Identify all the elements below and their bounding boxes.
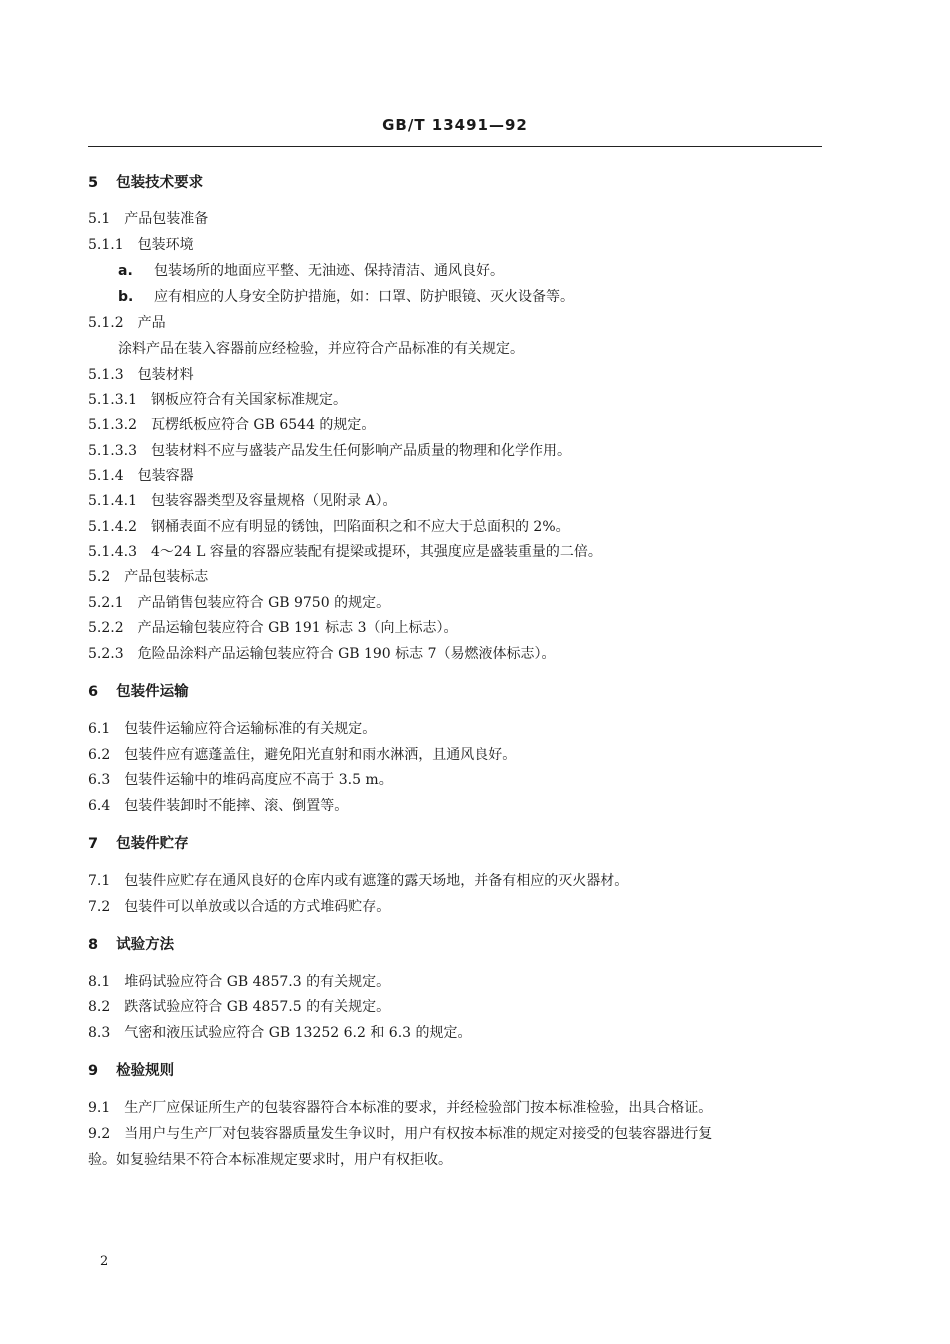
section-heading-8 — [88, 936, 174, 954]
clause-text: 生产厂应保证所生产的包装容器符合本标准的要求，并经检验部门按本标准检验，出具合格证。 — [124, 1100, 713, 1116]
clause-9-2-continuation: 验。如复验结果不符合本标准规定要求时，用户有权拒收。 — [88, 1152, 452, 1168]
clause-text: 产品包装标志 — [124, 569, 209, 585]
clause-5-1-3-1 — [88, 391, 347, 409]
list-marker: a. — [118, 263, 133, 279]
clause-text: 包装容器 — [137, 468, 194, 484]
clause-text: 包装容器类型及容量规格（见附录 A）。 — [150, 493, 397, 509]
section-heading-7 — [88, 835, 189, 853]
clause-text: 跌落试验应符合 GB 4857.5 的有关规定。 — [124, 999, 391, 1015]
clause-5-2-1 — [88, 594, 390, 612]
clause-number: 5.1.3.1 — [88, 392, 137, 408]
clause-5-1-4-1 — [88, 492, 397, 510]
list-item-b — [118, 288, 574, 306]
clause-number: 5.1.3.3 — [88, 443, 137, 459]
clause-text: 瓦楞纸板应符合 GB 6544 的规定。 — [150, 417, 376, 433]
clause-text: 包装材料不应与盛装产品发生任何影响产品质量的物理和化学作用。 — [150, 443, 571, 459]
clause-number: 6.3 — [88, 772, 111, 788]
clause-number: 6.1 — [88, 721, 111, 737]
header-rule — [88, 146, 822, 147]
clause-5-1-4 — [88, 467, 194, 485]
section-number: 6 — [88, 684, 99, 700]
section-number: 9 — [88, 1063, 99, 1079]
section-number: 8 — [88, 937, 99, 953]
clause-text: 包装环境 — [137, 237, 194, 253]
list-item-text: 包装场所的地面应平整、无油迹、保持清洁、通风良好。 — [154, 263, 504, 279]
clause-number: 8.3 — [88, 1025, 111, 1041]
clause-text: 包装件应贮存在通风良好的仓库内或有遮篷的露天场地，并备有相应的灭火器材。 — [124, 873, 629, 889]
clause-5-1-2-body: 涂料产品在装入容器前应经检验，并应符合产品标准的有关规定。 — [118, 341, 524, 357]
clause-5-1-4-3 — [88, 543, 602, 561]
section-number: 5 — [88, 175, 99, 191]
clause-number: 5.2 — [88, 569, 111, 585]
section-heading-9 — [88, 1062, 174, 1080]
clause-number: 9.1 — [88, 1100, 111, 1116]
clause-5-2 — [88, 568, 208, 586]
list-item-text: 应有相应的人身安全防护措施，如：口罩、防护眼镜、灭火设备等。 — [154, 289, 574, 305]
section-title: 包装技术要求 — [116, 175, 204, 191]
clause-number: 7.1 — [88, 873, 111, 889]
clause-number: 5.1.3.2 — [88, 417, 137, 433]
section-title: 包装件贮存 — [116, 836, 189, 852]
clause-6-4 — [88, 797, 348, 815]
clause-number: 8.2 — [88, 999, 111, 1015]
clause-5-1-4-2 — [88, 518, 570, 536]
clause-text: 包装件应有遮蓬盖住，避免阳光直射和雨水淋洒，且通风良好。 — [124, 747, 517, 763]
clause-number: 9.2 — [88, 1126, 111, 1142]
clause-5-1-1 — [88, 236, 194, 254]
clause-5-1-2 — [88, 314, 166, 332]
section-title: 检验规则 — [116, 1063, 175, 1079]
clause-text: 包装件可以单放或以合适的方式堆码贮存。 — [124, 899, 391, 915]
clause-text: 产品包装准备 — [124, 211, 209, 227]
clause-7-2 — [88, 898, 390, 916]
clause-text: 危险品涂料产品运输包装应符合 GB 190 标志 7（易燃液体标志）。 — [137, 646, 556, 662]
page-number: 2 — [100, 1254, 109, 1269]
section-number: 7 — [88, 836, 99, 852]
clause-text: 产品 — [137, 315, 166, 331]
clause-5-1-3-3 — [88, 442, 571, 460]
clause-number: 6.2 — [88, 747, 111, 763]
section-title: 包装件运输 — [116, 684, 189, 700]
clause-text: 钢板应符合有关国家标准规定。 — [150, 392, 347, 408]
clause-5-2-3 — [88, 645, 556, 663]
clause-number: 5.1.1 — [88, 237, 124, 253]
clause-5-1 — [88, 210, 208, 228]
clause-text: 气密和液压试验应符合 GB 13252 6.2 和 6.3 的规定。 — [124, 1025, 472, 1041]
clause-5-1-3-2 — [88, 416, 375, 434]
clause-text: 包装件运输中的堆码高度应不高于 3.5 m。 — [124, 772, 393, 788]
clause-text: 堆码试验应符合 GB 4857.3 的有关规定。 — [124, 974, 391, 990]
clause-5-1-3 — [88, 366, 194, 384]
clause-number: 5.2.3 — [88, 646, 124, 662]
clause-number: 5.2.1 — [88, 595, 124, 611]
clause-number: 5.1.4.3 — [88, 544, 137, 560]
clause-7-1 — [88, 872, 628, 890]
list-marker: b. — [118, 289, 134, 305]
clause-number: 5.1.3 — [88, 367, 124, 383]
list-item-a — [118, 262, 504, 280]
clause-6-3 — [88, 771, 393, 789]
clause-text: 包装件运输应符合运输标准的有关规定。 — [124, 721, 377, 737]
section-heading-6 — [88, 683, 189, 701]
clause-5-2-2 — [88, 619, 458, 637]
clause-number: 5.1.4.2 — [88, 519, 137, 535]
clause-number: 7.2 — [88, 899, 111, 915]
clause-number: 5.1 — [88, 211, 111, 227]
clause-8-1 — [88, 973, 390, 991]
clause-9-2 — [88, 1125, 712, 1143]
clause-text: 产品运输包装应符合 GB 191 标志 3（向上标志）。 — [137, 620, 458, 636]
clause-number: 8.1 — [88, 974, 111, 990]
clause-number: 5.1.4 — [88, 468, 124, 484]
clause-text: 包装件装卸时不能摔、滚、倒置等。 — [124, 798, 349, 814]
standard-number-header: GB/T 13491—92 — [382, 116, 528, 134]
clause-8-3 — [88, 1024, 472, 1042]
clause-text: 4～24 L 容量的容器应装配有提梁或提环，其强度应是盛装重量的二倍。 — [150, 544, 602, 560]
section-heading-5 — [88, 174, 203, 192]
section-title: 试验方法 — [116, 937, 175, 953]
clause-text: 钢桶表面不应有明显的锈蚀，凹陷面积之和不应大于总面积的 2%。 — [150, 519, 570, 535]
clause-number: 6.4 — [88, 798, 111, 814]
clause-text: 包装材料 — [137, 367, 194, 383]
clause-number: 5.1.2 — [88, 315, 124, 331]
clause-9-1 — [88, 1099, 712, 1117]
clause-8-2 — [88, 998, 390, 1016]
clause-6-1 — [88, 720, 376, 738]
clause-text: 产品销售包装应符合 GB 9750 的规定。 — [137, 595, 391, 611]
clause-number: 5.1.4.1 — [88, 493, 137, 509]
clause-6-2 — [88, 746, 516, 764]
clause-text: 当用户与生产厂对包装容器质量发生争议时，用户有权按本标准的规定对接受的包装容器进行复 — [124, 1126, 713, 1142]
clause-number: 5.2.2 — [88, 620, 124, 636]
